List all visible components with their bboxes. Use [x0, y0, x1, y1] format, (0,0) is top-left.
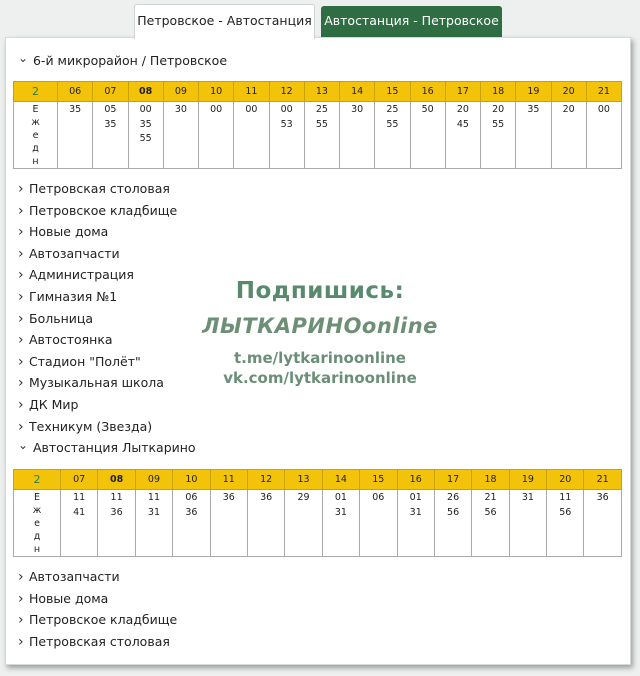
stop-item[interactable]	[18, 202, 177, 221]
stop-item[interactable]	[18, 568, 120, 587]
departure-minute: 41	[73, 506, 86, 518]
minutes-cell	[93, 102, 128, 169]
minutes-cell	[445, 102, 480, 169]
minutes-cell	[304, 102, 339, 169]
hour-cell: 15	[360, 470, 397, 490]
day-label-char: н	[32, 156, 39, 167]
departure-minute: 53	[280, 118, 293, 130]
departure-minute: 36	[110, 506, 123, 518]
watermark-telegram-link: t.me/lytkarinoonline	[234, 349, 406, 367]
minutes-cell	[247, 490, 284, 557]
hour-cell: 14	[322, 470, 359, 490]
stop-item[interactable]	[18, 223, 108, 242]
stop-item[interactable]	[18, 374, 164, 393]
stop-label: Администрация	[29, 267, 134, 283]
stop-label: ДК Мир	[29, 397, 79, 412]
stop-item[interactable]	[18, 331, 113, 350]
stop-label: Новые дома	[29, 224, 109, 240]
hour-header-row	[14, 82, 622, 102]
departure-minute: 45	[456, 118, 469, 130]
hour-cell: 07	[93, 82, 128, 102]
day-label-cell	[14, 102, 58, 169]
hour-header-row	[14, 470, 622, 490]
departure-minute: 55	[315, 118, 328, 130]
hour-cell: 11	[234, 82, 269, 102]
chevron-right-icon	[18, 418, 29, 437]
day-label-char: Е	[33, 492, 40, 503]
departure-minute: 01	[409, 492, 422, 503]
day-label-char: д	[33, 531, 41, 542]
departure-minute: 36	[222, 492, 235, 503]
hour-cell: 19	[509, 470, 546, 490]
stop-label: Автозапчасти	[29, 245, 120, 261]
hour-cell: 18	[481, 82, 516, 102]
day-label-char: ж	[32, 505, 42, 516]
chevron-right-icon	[18, 180, 29, 199]
day-label-char: е	[34, 518, 40, 529]
stop-label: Новые дома	[29, 590, 109, 606]
minutes-cell	[584, 490, 621, 557]
day-label-cell	[14, 490, 61, 557]
minutes-cell	[61, 490, 98, 557]
hour-cell: 12	[269, 82, 304, 102]
departure-minute: 35	[69, 104, 82, 115]
stop-section2-header[interactable]	[18, 439, 196, 458]
minutes-cell	[434, 490, 471, 557]
departure-minute: 36	[260, 492, 273, 503]
chevron-right-icon	[18, 353, 29, 372]
minutes-cell	[135, 490, 172, 557]
stop-item[interactable]	[18, 611, 177, 630]
hour-cell: 10	[173, 470, 210, 490]
minutes-cell	[285, 490, 322, 557]
departure-minute: 30	[174, 104, 187, 115]
departure-minute: 11	[110, 492, 123, 503]
departure-minute: 31	[409, 506, 422, 518]
chevron-right-icon	[18, 266, 29, 285]
stop-label: Автозапчасти	[29, 569, 120, 584]
minutes-cell	[360, 490, 397, 557]
minutes-cell	[322, 490, 359, 557]
departure-minute: 20	[456, 104, 469, 115]
minutes-row	[14, 102, 622, 169]
hour-cell: 20	[547, 470, 584, 490]
hour-cell: 09	[135, 470, 172, 490]
chevron-right-icon	[18, 568, 29, 587]
hour-cell: 21	[584, 470, 621, 490]
departure-minute: 00	[139, 104, 152, 115]
hour-cell: 16	[397, 470, 434, 490]
stop-item[interactable]	[18, 288, 117, 307]
day-label-char: е	[32, 130, 39, 141]
departure-minute: 36	[596, 492, 609, 503]
departure-minute: 11	[73, 492, 86, 503]
route-tabs	[0, 4, 640, 38]
hour-cell: 18	[472, 470, 509, 490]
departure-minute: 50	[421, 104, 434, 115]
stop-item[interactable]	[18, 396, 78, 415]
hour-cell: 15	[375, 82, 410, 102]
chevron-right-icon	[18, 396, 29, 415]
minutes-cell	[98, 490, 135, 557]
departure-minute: 35	[104, 118, 117, 130]
minutes-cell	[58, 102, 93, 169]
hour-cell: 07	[61, 470, 98, 490]
day-label-char: н	[33, 544, 41, 555]
departure-minute: 25	[386, 104, 399, 115]
watermark-vk-link: vk.com/lytkarinoonline	[223, 369, 417, 387]
stop-item[interactable]	[18, 590, 108, 609]
departure-minute: 55	[139, 133, 152, 144]
day-label-char: Е	[32, 104, 39, 115]
chevron-right-icon	[18, 288, 29, 307]
departure-minute: 55	[492, 118, 505, 130]
hour-cell: 13	[304, 82, 339, 102]
route-number-cell: 2	[14, 82, 58, 102]
minutes-cell	[128, 102, 163, 169]
minutes-cell	[199, 102, 234, 169]
departure-minute: 31	[147, 506, 161, 518]
schedule-table-2	[13, 469, 622, 557]
stop-section1-header[interactable]	[18, 52, 227, 71]
departure-minute: 21	[484, 492, 497, 503]
minutes-cell	[547, 490, 584, 557]
hour-cell: 12	[247, 470, 284, 490]
departure-minute: 00	[245, 104, 258, 115]
stop-label: Стадион "Полёт"	[29, 353, 141, 369]
departure-minute: 00	[597, 104, 610, 115]
stop-label: Больница	[29, 310, 94, 326]
hour-cell: 19	[516, 82, 551, 102]
minutes-cell	[509, 490, 546, 557]
stop-label: 6-й микрорайон / Петровское	[32, 53, 228, 68]
stop-label: Петровская столовая	[29, 633, 170, 649]
chevron-right-icon	[18, 331, 29, 350]
minutes-cell	[173, 490, 210, 557]
departure-minute: 20	[492, 104, 505, 115]
chevron-right-icon	[18, 245, 29, 264]
departure-minute: 31	[521, 492, 534, 503]
departure-minute: 31	[334, 506, 347, 518]
departure-minute: 01	[334, 492, 347, 503]
departure-minute: 06	[372, 492, 385, 503]
departure-minute: 00	[280, 104, 293, 115]
chevron-down-icon	[18, 439, 29, 458]
tab-avtostanciya-petrovskoe[interactable]: Автостанция - Петровское	[321, 6, 502, 38]
chevron-right-icon	[18, 633, 29, 652]
departure-minute: 05	[104, 104, 117, 115]
departure-minute: 35	[139, 118, 152, 130]
minutes-cell	[586, 102, 621, 169]
chevron-right-icon	[18, 590, 29, 609]
schedule-table-1	[13, 81, 622, 169]
schedule-panel	[5, 37, 631, 665]
tab-petrovskoe-avtostanciya[interactable]: Петровское - Автостанция	[134, 4, 315, 39]
departure-minute: 56	[559, 506, 572, 518]
minutes-cell	[410, 102, 445, 169]
departure-minute: 11	[559, 492, 572, 503]
stop-label: Техникум (Звезда)	[29, 418, 153, 434]
departure-minute: 11	[147, 492, 161, 503]
hour-cell: 10	[199, 82, 234, 102]
hour-cell: 20	[551, 82, 586, 102]
stop-label: Петровское кладбище	[29, 202, 178, 218]
hour-cell: 08	[128, 82, 163, 102]
stop-item[interactable]	[18, 245, 120, 264]
chevron-down-icon	[18, 52, 29, 71]
chevron-right-icon	[18, 223, 29, 242]
minutes-cell	[269, 102, 304, 169]
hour-cell: 17	[445, 82, 480, 102]
minutes-row	[14, 490, 622, 557]
chevron-right-icon	[18, 202, 29, 221]
stop-label: Петровская столовая	[29, 181, 170, 196]
stop-label: Автостанция Лыткарино	[32, 440, 196, 455]
hour-cell: 13	[285, 470, 322, 490]
departure-minute: 06	[185, 492, 198, 503]
stop-label: Музыкальная школа	[29, 375, 164, 391]
minutes-cell	[234, 102, 269, 169]
minutes-cell	[375, 102, 410, 169]
hour-cell: 14	[340, 82, 375, 102]
day-label-char: д	[32, 143, 39, 154]
departure-minute: 00	[210, 104, 223, 115]
route-number-cell: 2	[14, 470, 61, 490]
departure-minute: 29	[297, 492, 310, 503]
stop-label: Автостоянка	[29, 332, 113, 348]
hour-cell: 11	[210, 470, 247, 490]
day-label-char: ж	[31, 117, 40, 128]
minutes-cell	[551, 102, 586, 169]
stop-item[interactable]	[18, 418, 152, 437]
hour-cell: 21	[586, 82, 621, 102]
chevron-right-icon	[18, 611, 29, 630]
watermark-brand: ЛЫТКАРИНОonline	[202, 314, 438, 338]
departure-minute: 26	[447, 492, 460, 503]
stop-label: Гимназия №1	[29, 289, 118, 304]
minutes-cell	[481, 102, 516, 169]
stop-label: Петровское кладбище	[29, 612, 178, 628]
stop-item[interactable]	[18, 633, 170, 652]
departure-minute: 20	[562, 104, 575, 115]
stop-item[interactable]	[18, 180, 170, 199]
departure-minute: 35	[527, 104, 540, 115]
departure-minute: 56	[484, 506, 497, 518]
minutes-cell	[516, 102, 551, 169]
departure-minute: 56	[447, 506, 460, 518]
minutes-cell	[472, 490, 509, 557]
chevron-right-icon	[18, 310, 29, 329]
hour-cell: 16	[410, 82, 445, 102]
chevron-right-icon	[18, 374, 29, 393]
hour-cell: 17	[434, 470, 471, 490]
stop-item[interactable]	[18, 353, 141, 372]
hour-cell: 06	[58, 82, 93, 102]
departure-minute: 36	[185, 506, 198, 518]
hour-cell: 08	[98, 470, 135, 490]
watermark-subscribe: Подпишись:	[235, 278, 405, 304]
minutes-cell	[210, 490, 247, 557]
minutes-cell	[340, 102, 375, 169]
departure-minute: 30	[351, 104, 364, 115]
departure-minute: 55	[386, 118, 399, 130]
stop-item[interactable]	[18, 266, 134, 285]
minutes-cell	[163, 102, 198, 169]
minutes-cell	[397, 490, 434, 557]
departure-minute: 25	[315, 104, 328, 115]
hour-cell: 09	[163, 82, 198, 102]
stop-item[interactable]	[18, 310, 93, 329]
